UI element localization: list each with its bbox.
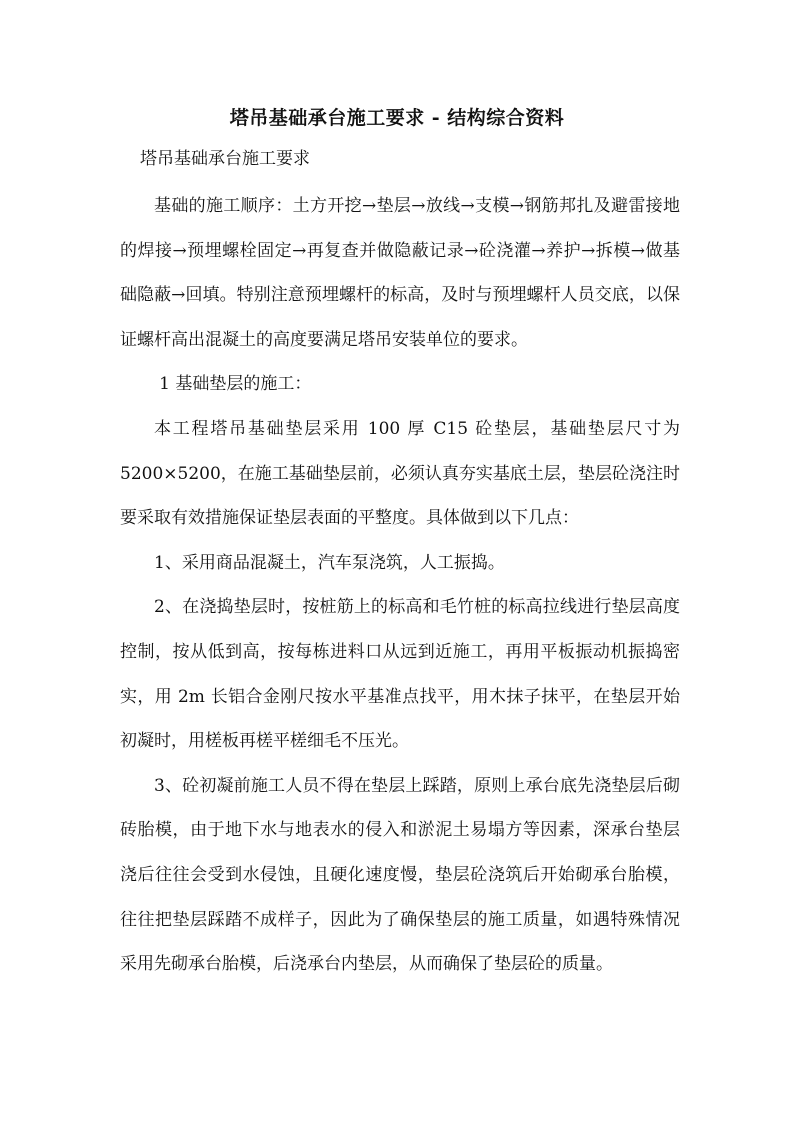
paragraph-point-1: 1、采用商品混凝土，汽车泵浇筑，人工振捣。 — [154, 552, 505, 573]
document-title: 塔吊基础承台施工要求 - 结构综合资料 — [229, 107, 565, 129]
paragraph-cushion-specification: 本工程塔吊基础垫层采用 100 厚 C15 砼垫层，基础垫层尺寸为 5200×5200，在施工基础垫层前，必须认真夯实基底土层，垫层砼浇注时要采取有效措施保证垫层表面的平整度。具体做到以下几点： — [120, 418, 680, 529]
paragraph-construction-sequence: 基础的施工顺序：土方开挖→垫层→放线→支模→钢筋邦扎及避雷接地的焊接→预埋螺栓固定→再复查并做隐蔽记录→砼浇灌→养护→拆模→做基础隐蔽→回填。特别注意预埋螺杆的标高，及时与预埋螺杆人员交底，以保证螺杆高出混凝土的高度要满足塔吊安装单位的要求。 — [120, 196, 680, 350]
paragraph-point-2: 2、在浇捣垫层时，按桩筋上的标高和毛竹桩的标高拉线进行垫层高度控制，按从低到高，按每栋进料口从远到近施工，再用平板振动机振捣密实，用 2m 长铝合金刚尺按水平基准点找平，用木抹子抹平，在垫层开始初凝时，用槎板再槎平槎细毛不压光。 — [120, 597, 680, 752]
paragraph-point-3: 3、砼初凝前施工人员不得在垫层上踩踏，原则上承台底先浇垫层后砌砖胎模，由于地下水与地表水的侵入和淤泥土易塌方等因素，深承台垫层浇后往往会受到水侵蚀，且硬化速度慢，垫层砼浇筑后开始砌承台胎模，往往把垫层踩踏不成样子，因此为了确保垫层的施工质量，如遇特殊情况采用先砌承台胎模，后浇承台内垫层，从而确保了垫层砼的质量。 — [120, 775, 680, 975]
section-heading-cushion-construction: 1 基础垫层的施工： — [159, 374, 312, 395]
document-subtitle: 塔吊基础承台施工要求 — [140, 149, 310, 169]
document-body — [120, 184, 680, 987]
